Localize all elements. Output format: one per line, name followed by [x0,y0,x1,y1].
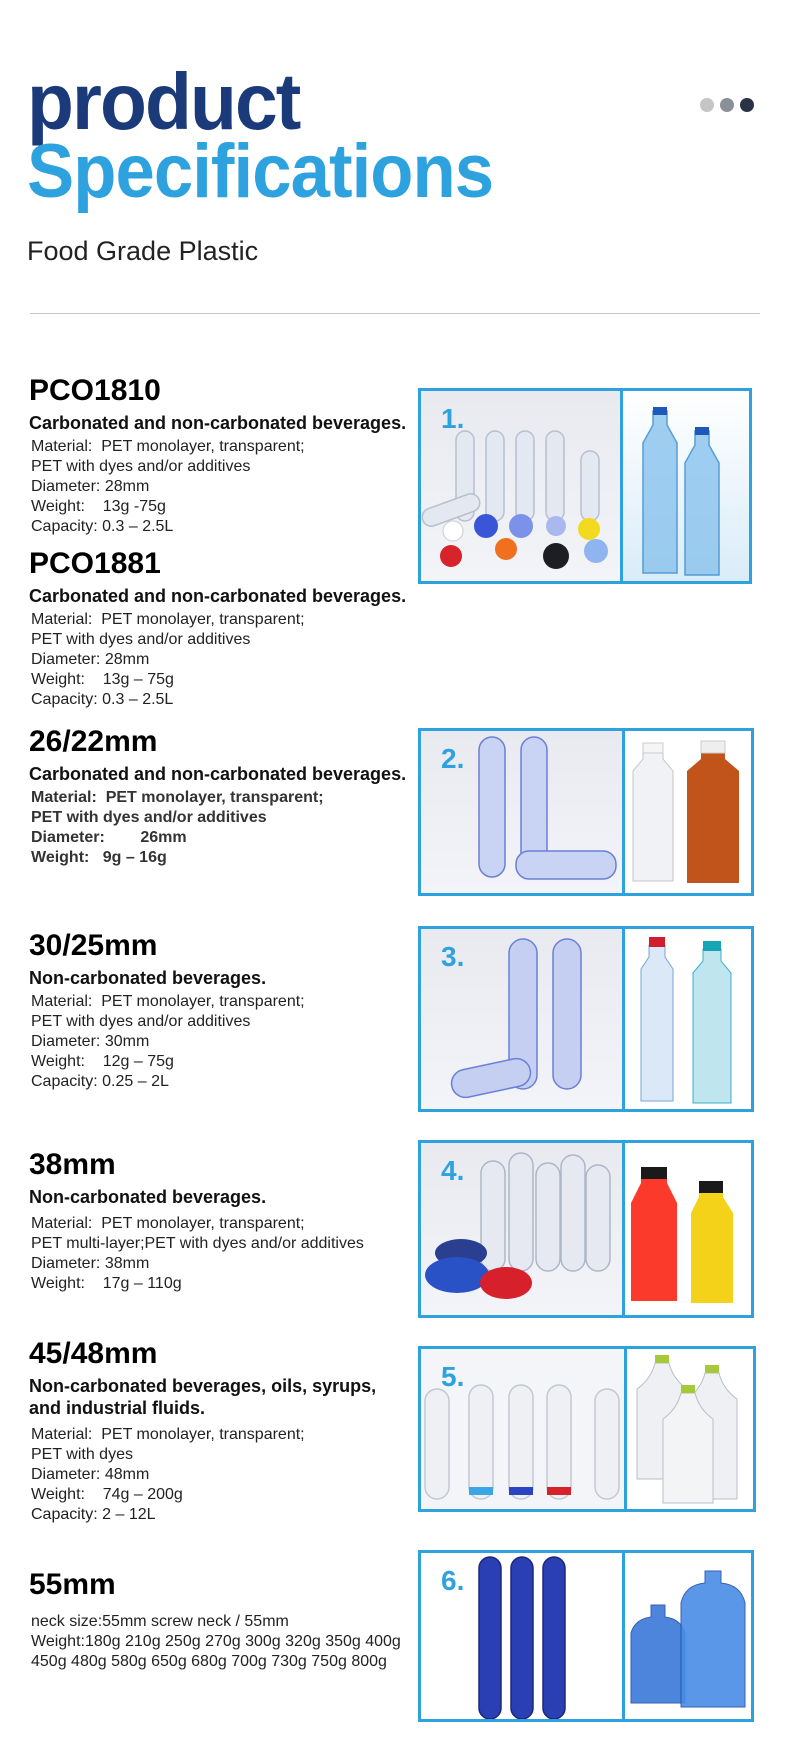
material-value: PET monolayer, transparent; [101,611,305,628]
material-row-2: PET with dyes and/or additives [31,1013,251,1030]
diameter-label: Diameter: [31,478,101,495]
weight-label: Weight: [31,1275,85,1292]
indicator-dot [720,98,734,112]
material-row-2: PET with dyes and/or additives [31,458,251,475]
bottle-photo [625,731,751,893]
pharma-bottles-illustration [625,731,751,893]
panel-number: 1. [441,403,465,434]
preform-photo [421,1553,625,1719]
indicator-dot-active [740,98,754,112]
material-row-2: PET multi-layer;PET with dyes and/or additives [31,1235,364,1252]
capacity-row [31,1072,305,1092]
capacity-value: 0.3 – 2.5L [102,518,174,535]
weight-row [31,1052,305,1072]
diameter-value: 30mm [104,1033,150,1050]
product-image-panel-4 [418,1140,754,1318]
weight-row [31,497,406,517]
material-row [31,992,305,1012]
product-image-panel-1 [418,388,752,584]
material-row [31,1425,376,1445]
capacity-label: Capacity: [31,1073,98,1090]
product-use: Carbonated and non-carbonated beverages. [29,413,407,433]
weight-row: Weight:180g 210g 250g 270g 300g 320g 350g 400g [31,1633,401,1650]
bottle-photo [625,1553,751,1719]
juice-bottles-illustration [625,1143,751,1315]
weight-label: Weight: [31,1486,85,1503]
water-bottles-illustration [625,929,751,1109]
capacity-label: Capacity: [31,1506,98,1523]
spec-45-48mm [29,1337,376,1525]
preform-photo [421,1349,627,1509]
spec-30-25mm [29,929,305,1092]
subtitle: Food Grade Plastic [27,236,259,266]
weight-value: 9g – 16g [102,849,167,866]
weight-label: Weight: [31,849,90,866]
weight-value: 13g – 75g [102,671,174,688]
capacity-label: Capacity: [31,691,98,708]
preform-photo [421,731,625,893]
material-value: PET monolayer, transparent; [101,1215,305,1232]
water-jugs-illustration [625,1553,751,1719]
capacity-row [31,1505,376,1525]
material-row-2: PET with dyes and/or additives [31,631,251,648]
product-code: 55mm [29,1568,116,1601]
diameter-value: 38mm [104,1255,150,1272]
diameter-label: Diameter: [31,1033,101,1050]
material-label: Material: [31,438,93,455]
weight-value: 12g – 75g [102,1053,174,1070]
preform-photo [421,929,625,1109]
weight-row [31,1485,376,1505]
material-value: PET monolayer, transparent; [105,789,324,806]
material-row-2: PET with dyes and/or additives [31,809,267,826]
material-value: PET monolayer, transparent; [101,1426,305,1443]
panel-number: 4. [441,1155,465,1186]
material-label: Material: [31,993,93,1010]
diameter-row [31,828,406,848]
material-row [31,788,406,808]
product-code: 45/48mm [29,1337,158,1370]
weight-label: Weight: [31,1053,85,1070]
large-bottles-illustration [627,1349,753,1509]
weight-row [31,1274,364,1294]
bottle-photo [625,929,751,1109]
spec-38mm [29,1148,364,1294]
water-bottles-illustration [623,391,749,581]
diameter-label: Diameter: [31,651,101,668]
diameter-value: 28mm [104,478,150,495]
spec-55mm [29,1568,401,1672]
capacity-row [31,517,406,537]
diameter-value: 48mm [104,1466,150,1483]
product-image-panel-2 [418,728,754,896]
panel-number: 6. [441,1565,465,1596]
weight-value: 74g – 200g [102,1486,183,1503]
title-product: product [27,57,300,146]
diameter-label: Diameter: [31,1255,101,1272]
weight-row-2: 450g 480g 580g 650g 680g 700g 730g 750g 800g [31,1653,387,1670]
diameter-value: 28mm [104,651,150,668]
diameter-row [31,650,406,670]
weight-label: Weight: [31,671,85,688]
spec-26-22mm [29,725,406,868]
product-image-panel-3 [418,926,754,1112]
panel-number: 2. [441,743,465,774]
product-use: Non-carbonated beverages. [29,968,267,988]
preform-photo [421,391,623,581]
product-code: 30/25mm [29,929,158,962]
material-label: Material: [31,1426,93,1443]
product-use: Non-carbonated beverages, oils, syrups, [29,1376,377,1396]
panel-number: 5. [441,1361,465,1392]
divider [30,313,760,314]
product-image-panel-5 [418,1346,756,1512]
spec-pco1881 [29,547,406,710]
weight-row [31,670,406,690]
material-row-2: PET with dyes [31,1446,133,1463]
material-label: Material: [31,1215,93,1232]
bottle-photo [623,391,749,581]
material-row [31,1214,364,1234]
diameter-row [31,1032,305,1052]
material-label: Material: [31,789,97,806]
material-row [31,610,406,630]
product-use-2: and industrial fluids. [29,1398,206,1418]
diameter-label: Diameter: [31,829,105,846]
product-use: Non-carbonated beverages. [29,1187,267,1207]
title-specifications: Specifications [27,129,494,214]
neck-size-row: neck size:55mm screw neck / 55mm [31,1613,289,1630]
product-code: PCO1810 [29,374,161,407]
material-value: PET monolayer, transparent; [101,993,305,1010]
diameter-value: 26mm [140,829,187,846]
weight-row [31,848,406,868]
capacity-label: Capacity: [31,518,98,535]
product-use: Carbonated and non-carbonated beverages. [29,764,407,784]
bottle-photo [625,1143,751,1315]
weight-label: Weight: [31,498,85,515]
capacity-value: 2 – 12L [102,1506,156,1523]
capacity-row [31,690,406,710]
preform-photo [421,1143,625,1315]
diameter-row [31,1465,376,1485]
product-code: PCO1881 [29,547,161,580]
capacity-value: 0.25 – 2L [102,1073,169,1090]
material-label: Material: [31,611,93,628]
diameter-row [31,1254,364,1274]
diameter-label: Diameter: [31,1466,101,1483]
panel-number: 3. [441,941,465,972]
bottle-photo [627,1349,753,1509]
spec-pco1810 [29,374,406,537]
product-code: 38mm [29,1148,116,1181]
product-image-panel-6 [418,1550,754,1722]
page-indicator [700,98,754,112]
capacity-value: 0.3 – 2.5L [102,691,174,708]
product-use: Carbonated and non-carbonated beverages. [29,586,407,606]
weight-value: 17g – 110g [102,1275,182,1292]
material-value: PET monolayer, transparent; [101,438,305,455]
material-row [31,437,406,457]
diameter-row [31,477,406,497]
weight-value: 13g -75g [102,498,166,515]
product-code: 26/22mm [29,725,158,758]
indicator-dot [700,98,714,112]
